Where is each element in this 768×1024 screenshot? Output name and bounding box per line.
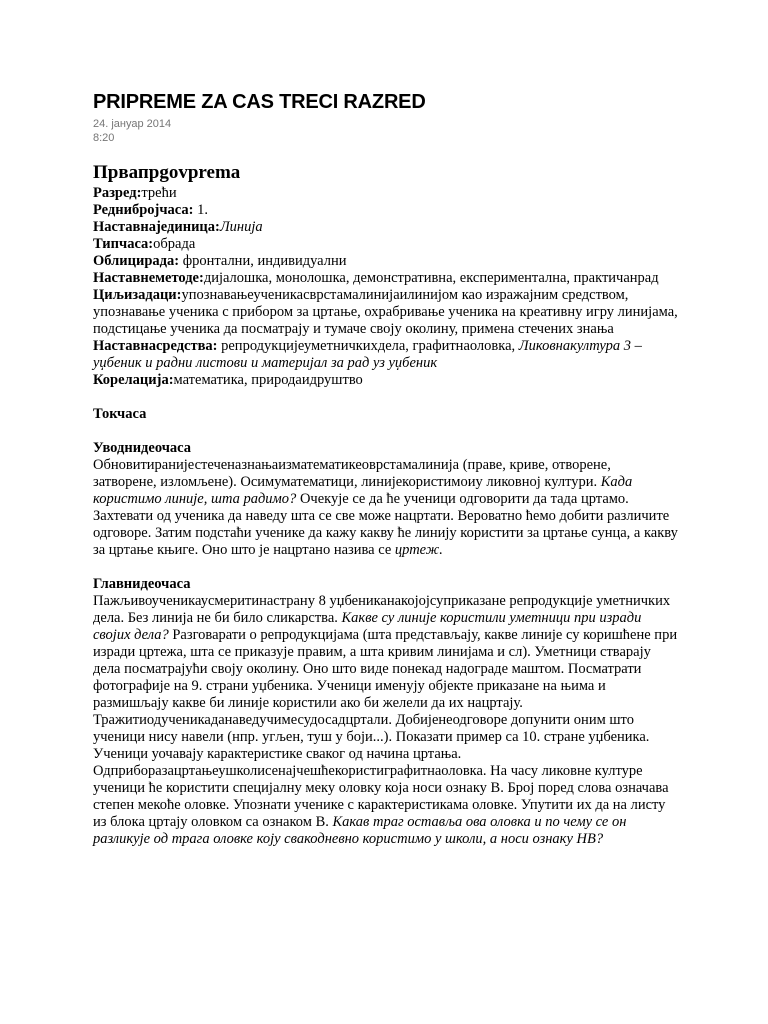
field-label: Облицирада:	[93, 253, 180, 269]
question: Какве су линије користили уметници при изради својих дела?	[93, 610, 642, 643]
field-value: трећи	[141, 185, 177, 201]
field-form	[93, 253, 678, 270]
field-value: фронтални, индивидуални	[179, 253, 347, 269]
main-paragraph-2: Тражитиодученикаданаведучимесудосадцртали. Добијенеодговоре допунити оним што ученици нису навели (нпр. угљен, туш у боји...). Показати пример са 10. стране уџбеника. Ученици уочавају карактеристике сваког од начина цртања.	[93, 712, 650, 762]
field-value: репродукцијеуметничкихдела, графитнаоловка,	[217, 338, 519, 354]
doc-heading: Првапрgovprema	[93, 162, 241, 183]
document-page	[93, 90, 678, 848]
field-label: Наставнасредства:	[93, 338, 218, 354]
field-label: Корелација:	[93, 372, 174, 388]
field-value: упознавањеученикасврстамалинијаилинијом као изражајним средством, упознавање ученика с прибором за цртање, охрабривање ученика на креативну игру линијама, подстицање ученика да посматрају и тумаче своју околину, примена стечених знања	[93, 287, 678, 337]
field-lesson-number	[93, 202, 678, 219]
field-value: дијалошка, монолошка, демонстративна, експериментална, практичанрад	[203, 270, 659, 286]
question: Када користимо линије, шта радимо?	[93, 474, 633, 507]
note-time: 8:20	[93, 132, 115, 144]
field-type	[93, 236, 678, 253]
field-grade	[93, 185, 678, 202]
question: Какав траг оставља ова оловка и по чему се он разликује од трага оловке коју свакодневно користимо у школи, а носи ознаку HB?	[93, 814, 627, 847]
text: Разговарати о репродукцијама (шта представљају, какве линије су коришћене при изради цртежа, шта се приказује правим, а шта кривим линијама и сл). Уметници стварају дела посматрајући своју околину. Оно што виде понекад надограде маштом. Посматрати фотографије на 9. страни уџбеника. Ученици именују објекте приказане на њима и размишљају какве би линије користили ако би желели да их нацртају.	[93, 627, 678, 711]
section-main: Главнидеочаса	[93, 576, 191, 592]
field-label: Наставнеметоде:	[93, 270, 204, 286]
text: Одприборазацртањеушколисенајчешћекористиграфитнаоловка. На часу ликовне културе ученици ће користити специјалну меку оловку која носи ознаку B. Број поред слова означава степен мекоће оловке. Упознати ученике с карактеристикама оловке. Упутити их да на листу из блока цртају оловком са ознаком B.	[93, 763, 669, 830]
field-label: Типчаса:	[93, 236, 154, 252]
page-title: PRIPREME ZA CAS TRECI RAZRED	[93, 91, 426, 113]
field-unit	[93, 219, 678, 236]
term: цртеж.	[394, 542, 443, 558]
section-intro: Уводнидеочаса	[93, 440, 191, 456]
field-value: математика, природаидруштво	[173, 372, 363, 388]
lesson-plan	[93, 162, 678, 848]
field-value-italic: Ликовнакултура 3 – уџбеник и радни листови и материјал за рад уз уџбеник	[93, 338, 642, 371]
field-label: Редниброjчаса:	[93, 202, 194, 218]
field-means	[93, 338, 678, 372]
text: Очекује се да ће ученици одговорити да тада цртамо. Захтевати од ученика да наведу шта се све може нацртати. Вероватно ћемо добити различите одговоре. Затим подстаћи ученике да кажу какву ће линију користити за цртање сунца, а какву за цртање књиге. Оно што је нацртано назива се	[93, 491, 678, 558]
field-goals	[93, 287, 678, 338]
text: Обновитиранијестеченазнањаизматематикеоврстамалинија (праве, криве, отворене, затворене, изломљене). Осимуматематици, линијекористимоиу ликовној култури.	[93, 457, 611, 490]
field-label: Наставнајединица:	[93, 219, 220, 235]
field-value: обрада	[153, 236, 196, 252]
field-label: Циљизадаци:	[93, 287, 182, 303]
note-date: 24. јануар 2014	[93, 118, 172, 130]
field-methods	[93, 270, 678, 287]
section-course: Токчаса	[93, 406, 147, 422]
field-correlation	[93, 372, 678, 389]
text: Пажљивоученикаусмеритинастрану 8 уџбениканакојојсуприказане репродукције уметничких дела. Без линија не би било сликарства.	[93, 593, 671, 626]
intro-paragraph	[93, 457, 678, 559]
main-paragraph-3	[93, 763, 678, 848]
field-value: Линија	[219, 219, 263, 235]
field-label: Разред:	[93, 185, 142, 201]
field-value: 1.	[193, 202, 208, 218]
main-paragraph-1	[93, 593, 678, 712]
